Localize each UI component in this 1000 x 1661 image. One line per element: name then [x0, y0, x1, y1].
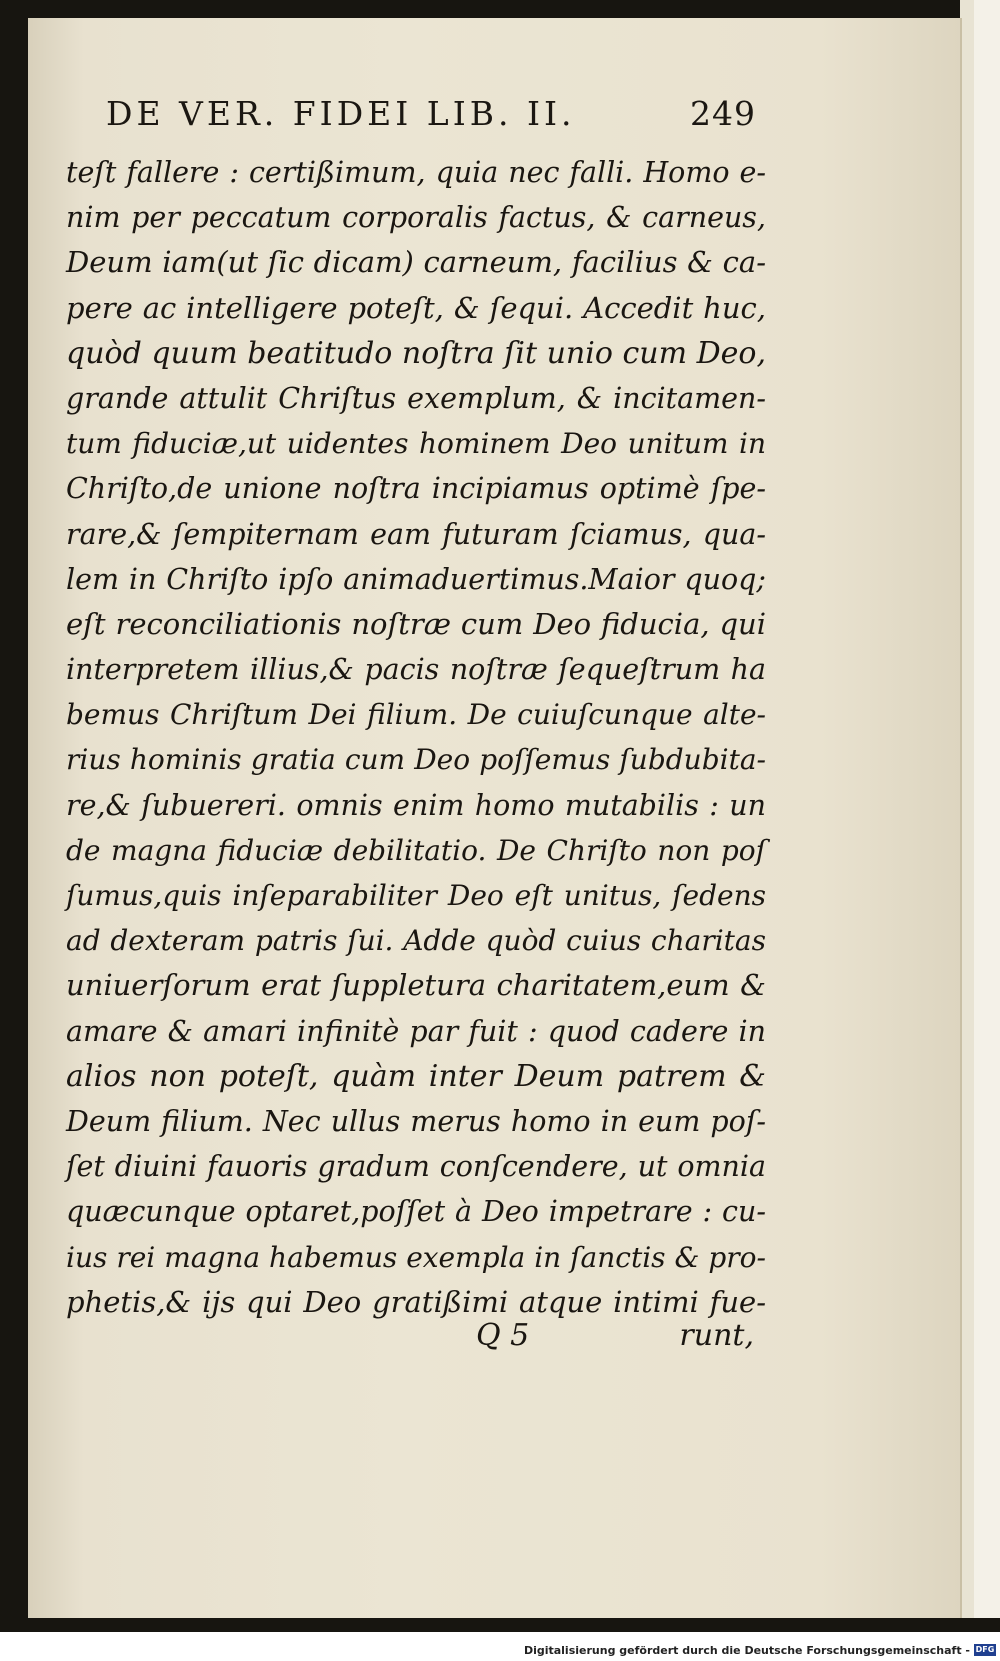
digitization-footer — [0, 1640, 1000, 1661]
text-line: alios non poteſt, quàm inter Deum patrem & — [66, 1058, 766, 1094]
signature-mark: Q 5 — [476, 1318, 530, 1353]
text-line: quæcunque optaret,poſſet à Deo impetrare : cu- — [66, 1195, 766, 1229]
text-line: bemus Chriſtum Dei filium. De cuiuſcunque alte- — [66, 698, 766, 732]
dfg-logo: DFG — [975, 1645, 995, 1654]
text-line: ad dexteram patris ſui. Adde quòd cuius charitas — [66, 924, 766, 958]
catchword: runt, — [679, 1318, 754, 1353]
running-header — [106, 94, 756, 144]
scan-border-bottom — [0, 1618, 1000, 1632]
text-line: tum fiduciæ,ut uidentes hominem Deo unitum in — [66, 427, 766, 461]
text-line: rius hominis gratia cum Deo poſſemus ſubdubita- — [66, 743, 766, 777]
text-line: re,& ſubuereri. omnis enim homo mutabilis : un — [66, 788, 766, 822]
catchline — [66, 1318, 766, 1364]
running-title: DE VER. FIDEI LIB. II. — [106, 94, 576, 133]
text-line: ius rei magna habemus exempla in ſanctis & pro- — [66, 1240, 766, 1274]
text-line: Deum filium. Nec ullus merus homo in eum poſ- — [66, 1104, 766, 1138]
text-line: teſt fallere : certißimum, quia nec falli. Homo e- — [66, 156, 766, 189]
text-line: rare,& ſempiternam eam futuram ſciamus, qua- — [66, 517, 766, 551]
text-line: nim per peccatum corporalis factus, & carneus, — [66, 201, 766, 235]
scan-border-left — [0, 0, 28, 1632]
text-line: uniuerſorum erat ſuppletura charitatem,eum & — [66, 968, 766, 1003]
body-text — [66, 150, 766, 1325]
text-line: pere ac intelligere poteſt, & ſequi. Accedit huc, — [66, 290, 766, 325]
text-line: ſumus,quis inſeparabiliter Deo eſt unitus, ſedens — [66, 879, 766, 912]
text-line: lem in Chriſto ipſo animaduertimus.Maior quoq; — [66, 562, 766, 596]
text-line: quòd quum beatitudo noſtra ſit unio cum Deo, — [66, 335, 766, 371]
text-line: Chriſto,de unione noſtra incipiamus optimè ſpe- — [66, 472, 766, 506]
text-line: ſet diuini fauoris gradum conſcendere, ut omnia — [66, 1150, 766, 1184]
scan-border-top — [0, 0, 1000, 18]
funding-credit: Digitalisierung gefördert durch die Deutsche Forschungsgemeinschaft - — [523, 1644, 970, 1657]
text-line: interpretem illius,& pacis noſtræ ſequeſtrum ha — [66, 653, 766, 687]
page-number: 249 — [690, 94, 756, 133]
page-edge-right-outer — [974, 0, 1000, 1632]
text-line: de magna fiduciæ debilitatio. De Chriſto non poſ — [66, 833, 766, 867]
text-line: Deum iam(ut ſic dicam) carneum, facilius & ca- — [66, 245, 766, 280]
text-line: amare & amari infinitè par fuit : quod cadere in — [66, 1014, 766, 1048]
text-line: phetis,& ijs qui Deo gratißimi atque intimi fue- — [66, 1284, 766, 1319]
text-line: eſt reconciliationis noſtræ cum Deo fiducia, qui — [66, 606, 766, 641]
text-line: grande attulit Chriſtus exemplum, & incitamen- — [66, 381, 766, 415]
